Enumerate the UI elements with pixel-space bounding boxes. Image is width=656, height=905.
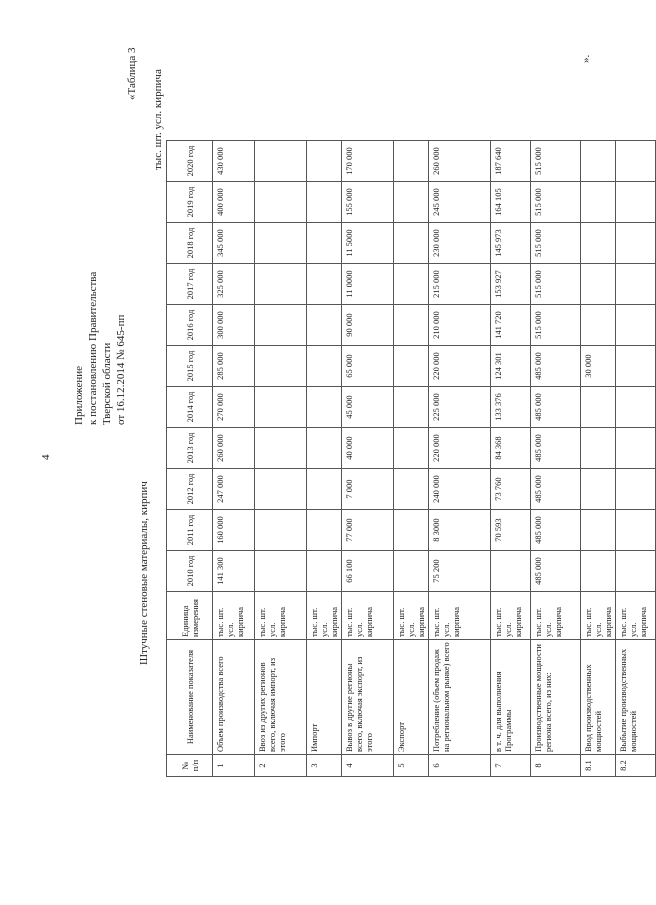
cell-value: 153 927 [491, 264, 531, 305]
cell-value [394, 551, 429, 592]
cell-value: 215 000 [429, 264, 491, 305]
cell-value: 270 000 [213, 387, 255, 428]
cell-value: 160 000 [213, 510, 255, 551]
cell-value [394, 182, 429, 223]
table-row [342, 141, 394, 777]
row-unit: тыс. шт. усл. кирпича [616, 592, 656, 640]
cell-value: 515 000 [531, 305, 581, 346]
cell-value [307, 305, 342, 346]
cell-value [307, 551, 342, 592]
header-year: 2011 год [167, 510, 213, 551]
cell-value: 124 301 [491, 346, 531, 387]
cell-value: 515 000 [531, 223, 581, 264]
row-name: Экспорт [394, 640, 429, 755]
cell-value [616, 141, 656, 182]
row-unit: тыс. шт. усл. кирпича [255, 592, 307, 640]
row-name: Ввоз из других регионов всего, включая импорт, из этого [255, 640, 307, 755]
row-number: 8 [531, 755, 581, 777]
cell-value: 485 000 [531, 510, 581, 551]
row-name: в т. ч. для выполнения Программы [491, 640, 531, 755]
row-unit: тыс. шт. усл. кирпича [213, 592, 255, 640]
cell-value: 210 000 [429, 305, 491, 346]
table-title: Штучные стеновые материалы, кирпич [138, 481, 150, 665]
cell-value: 11 0000 [342, 264, 394, 305]
cell-value: 40 000 [342, 428, 394, 469]
cell-value: 155 000 [342, 182, 394, 223]
row-number: 5 [394, 755, 429, 777]
cell-value: 145 973 [491, 223, 531, 264]
row-number: 4 [342, 755, 394, 777]
cell-value: 90 000 [342, 305, 394, 346]
cell-value: 77 000 [342, 510, 394, 551]
cell-value [255, 387, 307, 428]
cell-value: 485 000 [531, 551, 581, 592]
cell-value [616, 346, 656, 387]
cell-value [616, 551, 656, 592]
row-name: Импорт [307, 640, 342, 755]
cell-value [394, 428, 429, 469]
cell-value: 45 000 [342, 387, 394, 428]
cell-value [307, 510, 342, 551]
cell-value [491, 551, 531, 592]
cell-value: 400 000 [213, 182, 255, 223]
cell-value [255, 223, 307, 264]
row-number: 3 [307, 755, 342, 777]
cell-value [255, 469, 307, 510]
cell-value: 133 376 [491, 387, 531, 428]
cell-value [255, 264, 307, 305]
closing-quote-mark: ». [580, 54, 592, 63]
cell-value [307, 223, 342, 264]
cell-value [255, 141, 307, 182]
row-unit: тыс. шт. усл. кирпича [342, 592, 394, 640]
cell-value [307, 346, 342, 387]
cell-value: 345 000 [213, 223, 255, 264]
cell-value [307, 141, 342, 182]
cell-value: 66 100 [342, 551, 394, 592]
cell-value [394, 264, 429, 305]
cell-value: 141 300 [213, 551, 255, 592]
cell-value [581, 141, 616, 182]
appendix-line-4: от 16.12.2014 № 645-пп [115, 314, 127, 425]
cell-value: 325 000 [213, 264, 255, 305]
row-name: Вывоз в другие регионы всего, включая экспорт, из этого [342, 640, 394, 755]
cell-value [581, 305, 616, 346]
appendix-line-3: Тверской области [101, 342, 113, 425]
header-year: 2016 год [167, 305, 213, 346]
row-number: 8.2 [616, 755, 656, 777]
cell-value [581, 387, 616, 428]
cell-value [581, 551, 616, 592]
header-row [167, 141, 213, 777]
table-row [581, 141, 616, 777]
cell-value: 73 760 [491, 469, 531, 510]
row-name: Выбытие производственных мощностей [616, 640, 656, 755]
header-no: № п/п [167, 755, 213, 777]
header-year: 2014 год [167, 387, 213, 428]
appendix-line-1: Приложение [73, 365, 85, 425]
header-year: 2013 год [167, 428, 213, 469]
cell-value [307, 387, 342, 428]
cell-value: 164 105 [491, 182, 531, 223]
row-name: Ввод производственных мощностей [581, 640, 616, 755]
cell-value [255, 551, 307, 592]
cell-value [394, 510, 429, 551]
row-number: 6 [429, 755, 491, 777]
header-name: Наименование показателя [167, 640, 213, 755]
cell-value: 515 000 [531, 182, 581, 223]
table-row [307, 141, 342, 777]
row-unit: тыс. шт. усл. кирпича [491, 592, 531, 640]
row-unit: тыс. шт. усл. кирпича [429, 592, 491, 640]
cell-value: 8 3000 [429, 510, 491, 551]
units-note: тыс. шт. усл. кирпича [152, 69, 164, 170]
cell-value [394, 141, 429, 182]
header-year: 2018 год [167, 223, 213, 264]
cell-value: 285 000 [213, 346, 255, 387]
cell-value [616, 428, 656, 469]
header-year: 2020 год [167, 141, 213, 182]
cell-value [255, 346, 307, 387]
cell-value: 11 5000 [342, 223, 394, 264]
table-row [616, 141, 656, 777]
cell-value [616, 387, 656, 428]
cell-value: 220 000 [429, 346, 491, 387]
cell-value: 485 000 [531, 428, 581, 469]
cell-value: 70 593 [491, 510, 531, 551]
cell-value [581, 223, 616, 264]
cell-value [307, 428, 342, 469]
cell-value: 225 000 [429, 387, 491, 428]
cell-value [255, 182, 307, 223]
cell-value: 230 000 [429, 223, 491, 264]
cell-value [616, 510, 656, 551]
cell-value [394, 223, 429, 264]
row-name: Объем производства всего [213, 640, 255, 755]
cell-value: 75 200 [429, 551, 491, 592]
appendix-line-2: к постановлению Правительства [87, 271, 99, 425]
cell-value: 485 000 [531, 387, 581, 428]
table-row [213, 141, 255, 777]
cell-value [616, 264, 656, 305]
cell-value [255, 305, 307, 346]
cell-value [616, 223, 656, 264]
cell-value [255, 510, 307, 551]
row-unit: тыс. шт. усл. кирпича [581, 592, 616, 640]
cell-value [581, 264, 616, 305]
header-year: 2010 год [167, 551, 213, 592]
appendix-block [72, 272, 128, 425]
cell-value: 170 000 [342, 141, 394, 182]
cell-value [581, 428, 616, 469]
row-number: 2 [255, 755, 307, 777]
cell-value [394, 469, 429, 510]
cell-value: 515 000 [531, 141, 581, 182]
page-number: 4 [40, 454, 52, 460]
cell-value [581, 510, 616, 551]
cell-value: 300 000 [213, 305, 255, 346]
header-year: 2015 год [167, 346, 213, 387]
cell-value: 245 000 [429, 182, 491, 223]
cell-value [307, 182, 342, 223]
cell-value [394, 346, 429, 387]
cell-value: 30 000 [581, 346, 616, 387]
cell-value: 485 000 [531, 346, 581, 387]
cell-value: 220 000 [429, 428, 491, 469]
row-unit: тыс. шт. усл. кирпича [394, 592, 429, 640]
table-row [429, 141, 491, 777]
header-year: 2019 год [167, 182, 213, 223]
row-number: 8.1 [581, 755, 616, 777]
table-row [255, 141, 307, 777]
data-table [166, 140, 656, 777]
cell-value [307, 469, 342, 510]
cell-value [581, 182, 616, 223]
cell-value: 84 368 [491, 428, 531, 469]
table-row [491, 141, 531, 777]
cell-value [616, 182, 656, 223]
header-unit: Единица измерения [167, 592, 213, 640]
cell-value [255, 428, 307, 469]
cell-value: 141 720 [491, 305, 531, 346]
cell-value: 247 000 [213, 469, 255, 510]
cell-value [394, 305, 429, 346]
row-number: 7 [491, 755, 531, 777]
table-row [394, 141, 429, 777]
row-name: Потребление (объем продаж на региональном рынке) всего [429, 640, 491, 755]
cell-value: 515 000 [531, 264, 581, 305]
cell-value [581, 469, 616, 510]
cell-value [394, 387, 429, 428]
cell-value: 65 000 [342, 346, 394, 387]
cell-value: 485 000 [531, 469, 581, 510]
row-unit: тыс. шт. усл. кирпича [531, 592, 581, 640]
table-row [531, 141, 581, 777]
cell-value: 260 000 [213, 428, 255, 469]
cell-value: 260 000 [429, 141, 491, 182]
cell-value: 240 000 [429, 469, 491, 510]
cell-value [616, 305, 656, 346]
row-number: 1 [213, 755, 255, 777]
row-name: Производственные мощности региона всего, из них: [531, 640, 581, 755]
header-year: 2012 год [167, 469, 213, 510]
cell-value: 430 000 [213, 141, 255, 182]
row-unit: тыс. шт. усл. кирпича [307, 592, 342, 640]
cell-value: 7 000 [342, 469, 394, 510]
header-year: 2017 год [167, 264, 213, 305]
cell-value [616, 469, 656, 510]
table-number: «Таблица 3 [126, 47, 138, 100]
cell-value [307, 264, 342, 305]
cell-value: 187 640 [491, 141, 531, 182]
